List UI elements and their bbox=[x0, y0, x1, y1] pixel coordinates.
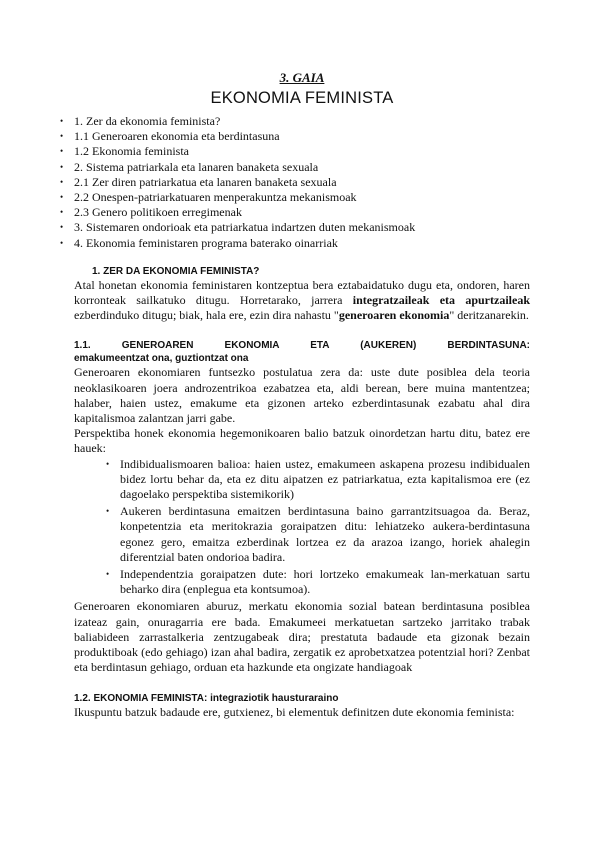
list-item: • Independentzia goraipatzen dute: hori lortzeko emakumeak lan-merkatuan sartu beharko dira (enplegua eta kontsumoa). bbox=[120, 567, 530, 597]
toc-item: • 2.3 Genero politikoen erregimenak bbox=[74, 205, 530, 220]
section-1-1-paragraph-2: Perspektiba honek ekonomia hegemonikoaren balio batzuk oinordetzan hartu ditu, batez ere hauek: bbox=[74, 426, 530, 456]
table-of-contents bbox=[74, 114, 530, 251]
toc-item: • 1.1 Generoaren ekonomia eta berdintasuna bbox=[74, 129, 530, 144]
section-1-1-heading: 1.1. GENEROAREN EKONOMIA ETA (AUKEREN) BERDINTASUNA: bbox=[74, 340, 530, 352]
toc-item: • 1. Zer da ekonomia feminista? bbox=[74, 114, 530, 129]
toc-item: • 4. Ekonomia feministaren programa baterako oinarriak bbox=[74, 236, 530, 251]
section-1-1-paragraph-3: Generoaren ekonomiaren aburuz, merkatu ekonomia sozial batean berdintasuna posiblea izateaz gain, onuragarria ere bada. Emakumeei merkatuetan sartzeko jarritako trabak baliabideen zarrastalkeria zentzugabeak dira; prestatuta badaude eta gizonak bezain produktiboak (edo gehiago) izan ahal badira, zergatik ez aprobetxatzea potentzial hori? Zenbat eta berdintasun gehiago, orduan eta hazkunde eta ongizate handiagoak bbox=[74, 599, 530, 675]
section-1-heading: 1. ZER DA EKONOMIA FEMINISTA? bbox=[92, 265, 260, 277]
page-title: EKONOMIA FEMINISTA bbox=[210, 89, 394, 107]
list-item: • Indibidualismoaren balioa: haien ustez, emakumeen askapena prozesu indibidualen bidez lortu behar da, eta ez ditu aipatzen ez patriarkatua, ezta kapitalismoa ere (ez dagoelako perspektiba sistemikorik) bbox=[120, 457, 530, 503]
toc-item: • 2.1 Zer diren patriarkatua eta lanaren banaketa sexuala bbox=[74, 175, 530, 190]
toc-item: • 3. Sistemaren ondorioak eta patriarkatua indartzen duten mekanismoak bbox=[74, 220, 530, 235]
list-item: • Aukeren berdintasuna emaitzen berdintasuna baino garrantzitsuagoa da. Beraz, konpetentzia eta meritokrazia goraipatzen ditu: lehiatzeko aukera-berdintasuna egonez gero, emaitza ezberdinak lortzea ez da arazoa izango, horiek ahalegin diferentzial baten ondorioa badira. bbox=[120, 504, 530, 565]
chapter-label: 3. GAIA bbox=[279, 70, 325, 85]
toc-item: • 2.2 Onespen-patriarkatuaren menperakuntza mekanismoak bbox=[74, 190, 530, 205]
section-1-2-heading: 1.2. EKONOMIA FEMINISTA: integraziotik hausturaraino bbox=[74, 692, 339, 704]
bullet-list bbox=[74, 457, 530, 598]
section-1-1-subheading: emakumeentzat ona, guztiontzat ona bbox=[74, 353, 249, 365]
toc-item: • 2. Sistema patriarkala eta lanaren banaketa sexuala bbox=[74, 160, 530, 175]
section-1-1-paragraph-1: Generoaren ekonomiaren funtsezko postulatua zera da: uste dute posiblea dela teoria neoklasikoaren joera androzentrikoa ezabatzea eta, aldi berean, bere muina mantentzea; halaber, haien ustez, emakume eta gizonen arteko ezberdintasunak ezabatu ahal dira kapitalismoa zalantzan jarri gabe. bbox=[74, 365, 530, 426]
section-1-2-paragraph-1: Ikuspuntu batzuk badaude ere, gutxienez, bi elementuk definitzen dute ekonomia feminista: bbox=[74, 704, 515, 719]
document-page bbox=[74, 70, 530, 720]
section-1-paragraph: Atal honetan ekonomia feministaren kontzeptua bera eztabaidatuko dugu eta, ondoren, haren korronteak sailkatuko ditugu. Horretarako, jarrera integratzaileak eta apurtzaileak ezberdinduko ditugu; biak, hala ere, ezin dira nahastu "generoaren ekonomia" deritzanarekin. bbox=[74, 277, 530, 323]
toc-item: • 1.2 Ekonomia feminista bbox=[74, 144, 530, 159]
